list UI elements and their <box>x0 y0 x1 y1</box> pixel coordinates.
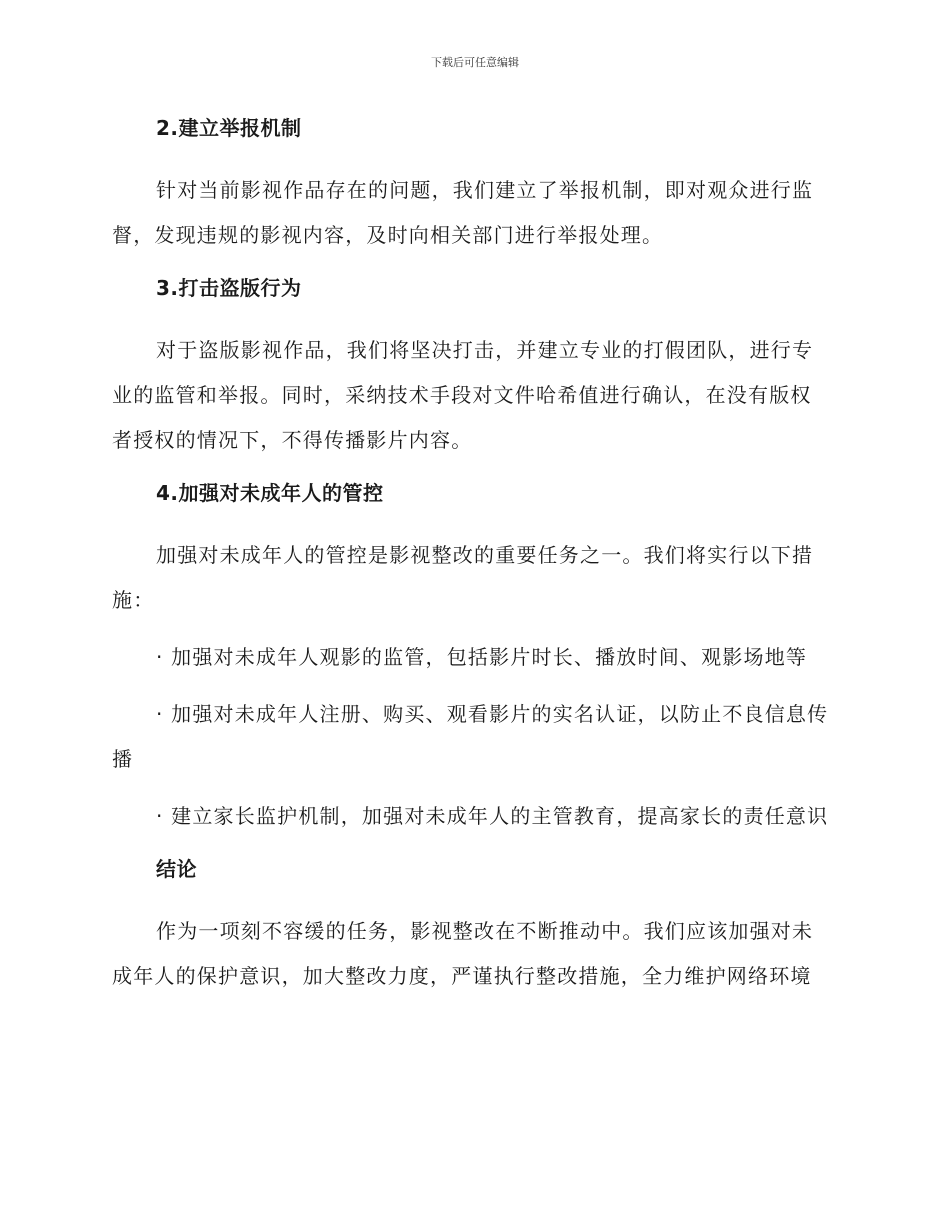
paragraph-conclusion: 作为一项刻不容缓的任务，影视整改在不断推动中。我们应该加强对未成年人的保护意识，加大整改力度，严谨执行整改措施，全力维护网络环境 <box>112 919 814 988</box>
bullet-item: · 建立家长监护机制，加强对未成年人的主管教育，提高家长的责任意识 <box>156 804 829 828</box>
section-heading-report-mechanism: 2.建立举报机制 <box>156 116 302 140</box>
bullet-item: · 加强对未成年人观影的监管，包括影片时长、播放时间、观影场地等 <box>156 645 808 669</box>
paragraph-minors-control: 加强对未成年人的管控是影视整改的重要任务之一。我们将实行以下措施： <box>112 543 814 612</box>
document-body <box>112 110 832 1011</box>
section-heading-minors-control: 4.加强对未成年人的管控 <box>156 481 384 505</box>
paragraph-report-mechanism: 针对当前影视作品存在的问题，我们建立了举报机制，即对观众进行监督，发现违规的影视内容，及时向相关部门进行举报处理。 <box>112 178 814 247</box>
bullet-item: · 加强对未成年人注册、购买、观看影片的实名认证，以防止不良信息传播 <box>112 702 829 771</box>
page-header: 下载后可任意编辑 <box>431 56 519 69</box>
section-heading-conclusion: 结论 <box>156 857 197 881</box>
section-heading-anti-piracy: 3.打击盗版行为 <box>156 276 302 300</box>
paragraph-anti-piracy: 对于盗版影视作品，我们将坚决打击，并建立专业的打假团队，进行专业的监管和举报。同时，采纳技术手段对文件哈希值进行确认，在没有版权者授权的情况下，不得传播影片内容。 <box>112 338 814 452</box>
